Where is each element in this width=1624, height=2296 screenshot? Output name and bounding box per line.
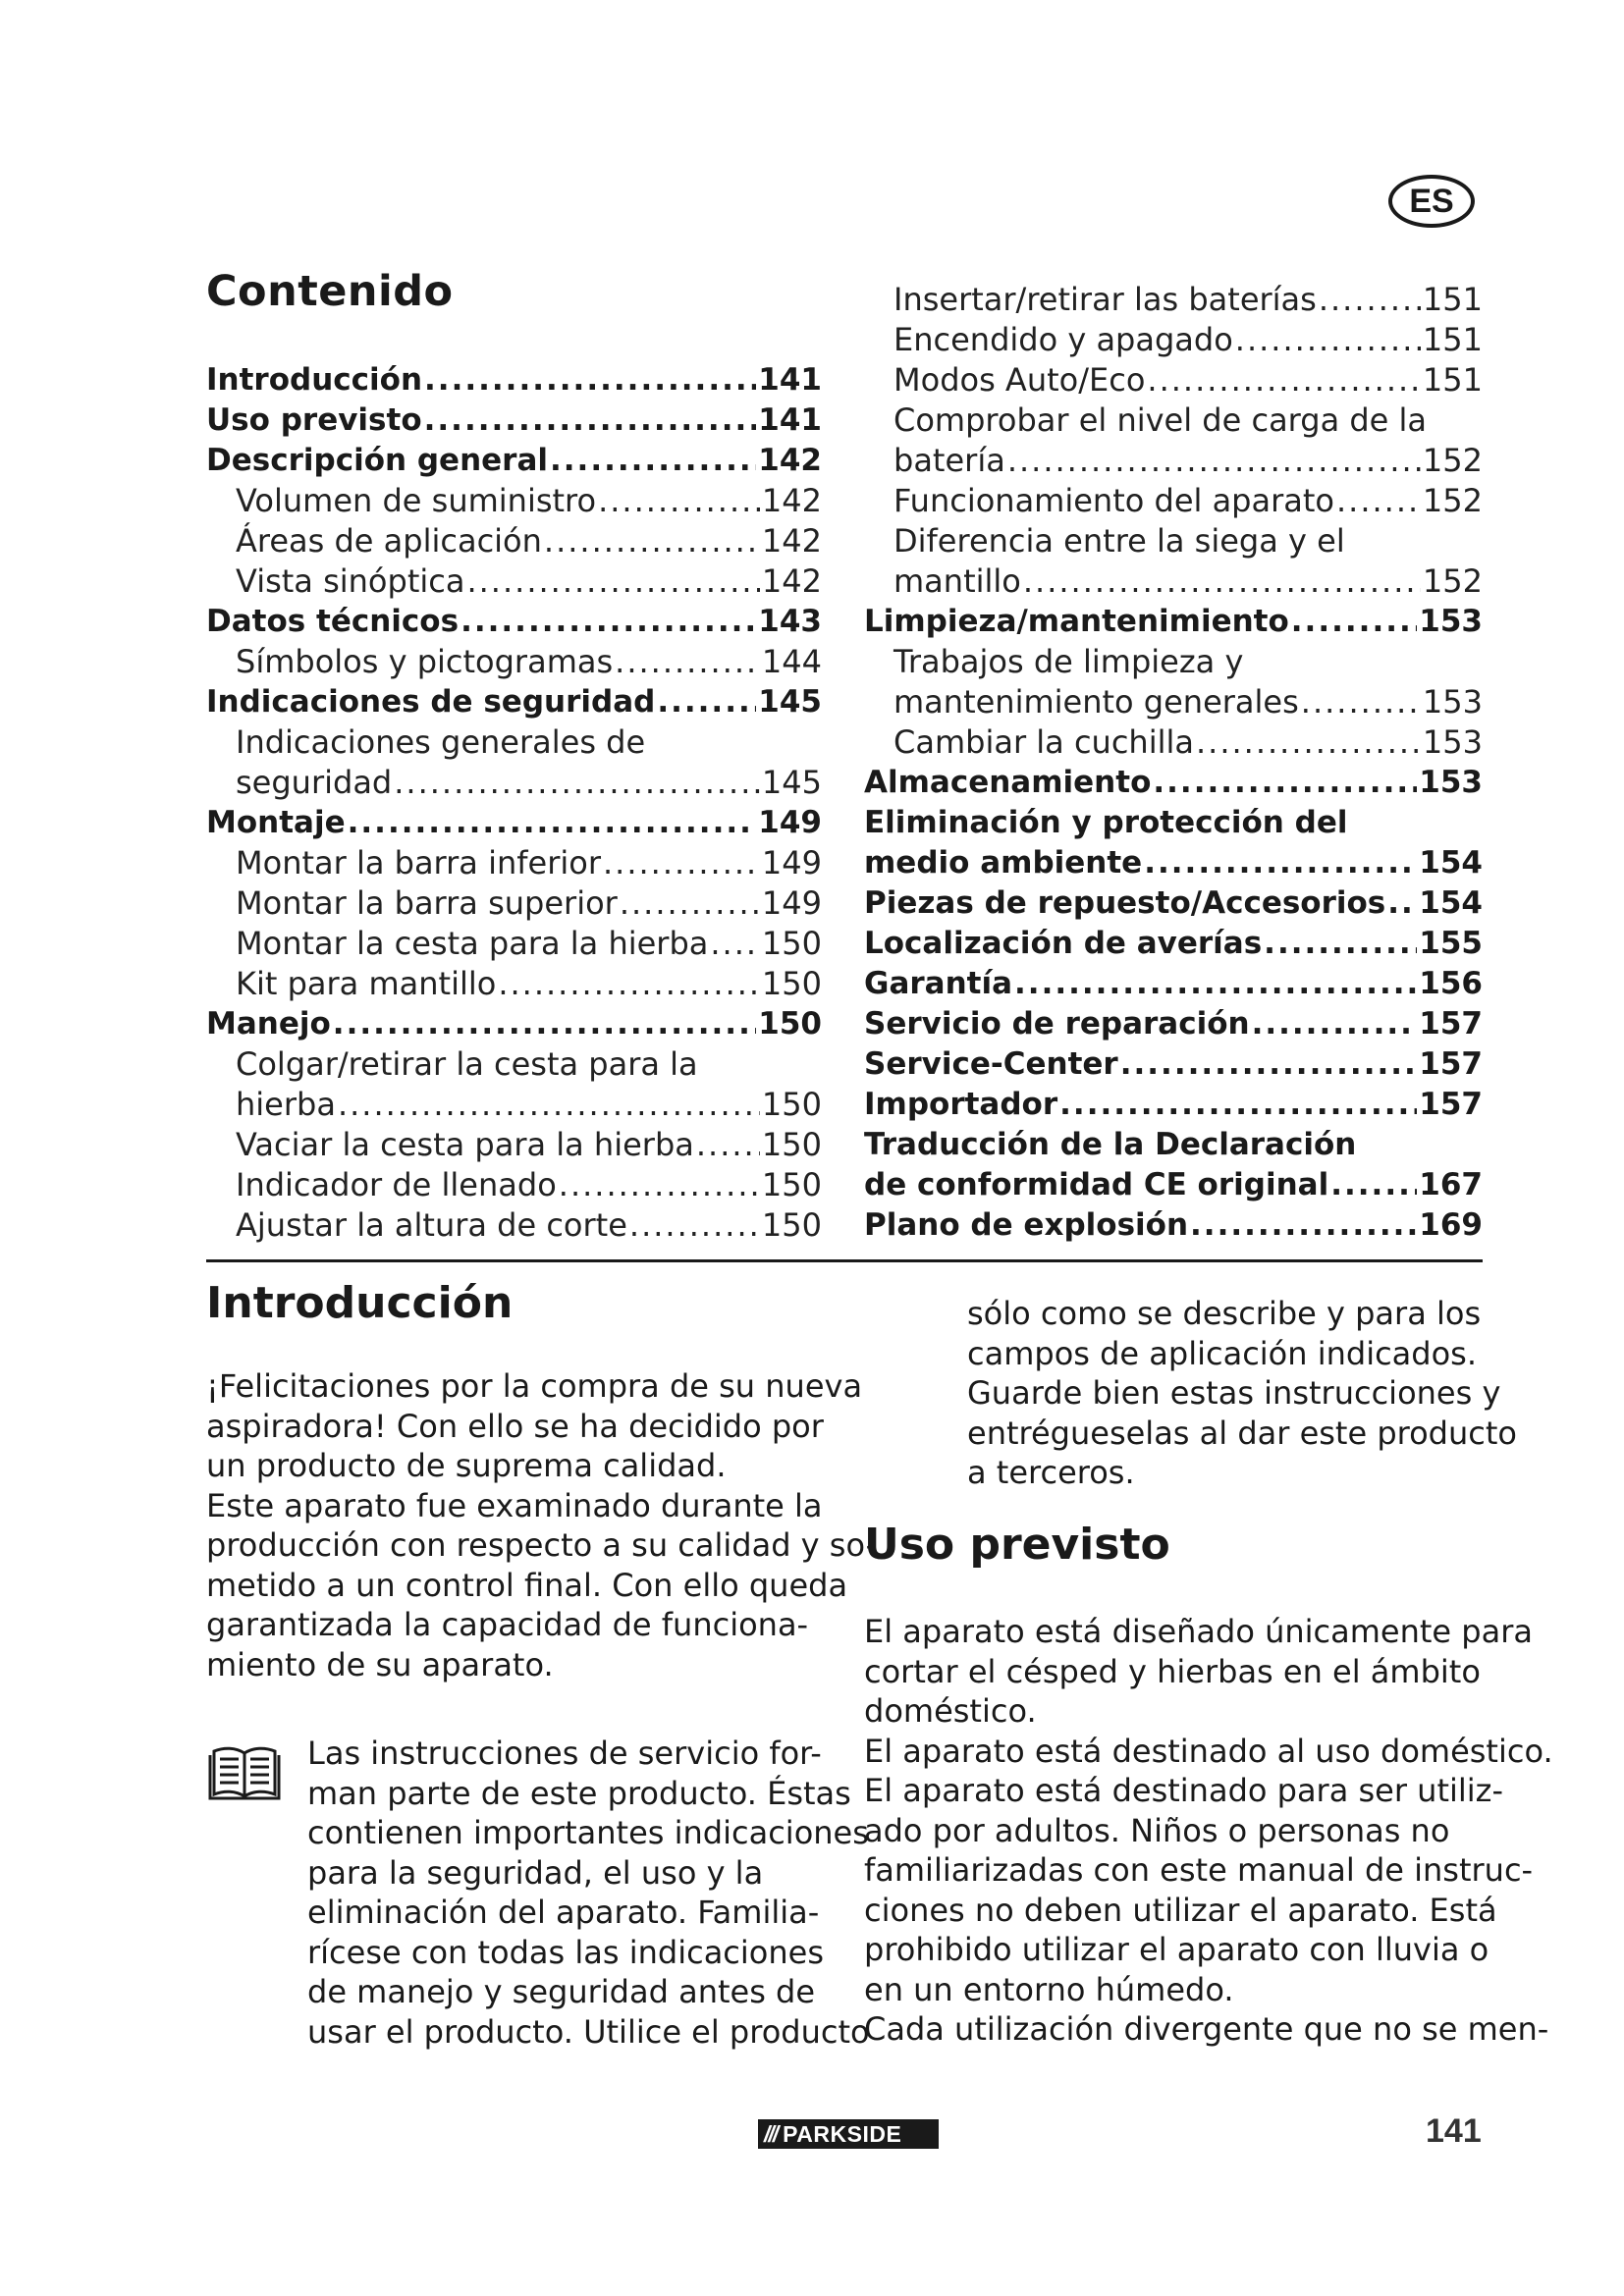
text-line: sólo como se describe y para los [967, 1295, 1482, 1332]
text-line: doméstico. [864, 1692, 1037, 1730]
toc-entry-label: Vista sinóptica [236, 562, 465, 600]
toc-entry-label: hierba [236, 1086, 336, 1123]
toc-entry-leader [1235, 320, 1421, 360]
text-line: familiarizadas con este manual de instruc- [864, 1851, 1534, 1889]
toc-entry-leader [598, 481, 760, 521]
toc-entry-leader [615, 642, 760, 682]
toc-entry-leader [1387, 883, 1417, 924]
toc-entry [864, 602, 1483, 642]
toc-entry-page: 141 [758, 362, 822, 398]
toc-entry [864, 843, 1483, 883]
toc-entry-label: Almacenamiento [864, 765, 1152, 800]
text-line: ciones no deben utilizar el aparato. Está [864, 1891, 1497, 1929]
toc-entry [206, 441, 822, 481]
toc-entry-page: 145 [758, 684, 822, 720]
toc-entry-leader [603, 843, 760, 883]
toc-entry-page: 150 [761, 965, 822, 1002]
toc-entry [864, 1165, 1483, 1205]
intro-paragraph [206, 1366, 877, 1684]
text-line: a terceros. [967, 1454, 1135, 1491]
toc-entry-label: Piezas de repuesto/Accesorios [864, 885, 1386, 921]
text-line: El aparato está diseñado únicamente para [864, 1613, 1533, 1650]
toc-entry [206, 360, 822, 400]
toc-entry [864, 642, 1483, 682]
toc-entry-leader [1291, 602, 1418, 642]
toc-entry-leader [460, 602, 756, 642]
toc-entry [206, 1125, 822, 1165]
toc-entry [206, 1205, 822, 1246]
text-line: metido a un control final. Con ello queda [206, 1566, 848, 1604]
text-line: Cada utilización divergente que no se men- [864, 2010, 1549, 2048]
toc-entry-page: 157 [1419, 1087, 1483, 1122]
toc-entry [864, 1004, 1483, 1044]
toc-entry-label: mantenimiento generales [893, 683, 1299, 721]
toc-entry [206, 1004, 822, 1044]
toc-entry-page: 150 [761, 1086, 822, 1123]
toc-entry-page: 167 [1419, 1167, 1483, 1202]
toc-entry-label: Limpieza/mantenimiento [864, 604, 1289, 639]
toc-entry-page: 150 [761, 1206, 822, 1244]
toc-entry [864, 280, 1483, 320]
toc-entry [206, 1165, 822, 1205]
text-line: aspiradora! Con ello se ha decidido por [206, 1407, 824, 1445]
toc-entry-label: Traducción de la Declaración [864, 1127, 1357, 1162]
toc-entry-page: 151 [1422, 321, 1483, 358]
toc-entry-label: Plano de explosión [864, 1207, 1189, 1243]
toc-entry-page: 154 [1419, 845, 1483, 881]
language-code: ES [1409, 182, 1454, 220]
toc-entry-leader [1153, 763, 1417, 803]
text-line: Este aparato fue examinado durante la [206, 1486, 823, 1524]
toc-entry [206, 481, 822, 521]
toc-entry-leader [1336, 481, 1421, 521]
toc-entry-leader [550, 441, 756, 481]
toc-entry [864, 964, 1483, 1004]
text-line: un producto de suprema calidad. [206, 1447, 727, 1484]
toc-entry [864, 521, 1483, 561]
toc-entry-page: 151 [1422, 361, 1483, 399]
toc-entry-page: 149 [761, 844, 822, 881]
toc-entry-page: 152 [1422, 562, 1483, 600]
toc-entry-label: Eliminación y protección del [864, 805, 1348, 840]
toc-entry-label: Montaje [206, 805, 346, 840]
language-badge [1388, 175, 1475, 228]
toc-entry-page: 152 [1422, 442, 1483, 479]
toc-entry [864, 441, 1483, 481]
toc-entry [206, 883, 822, 924]
toc-entry-label: seguridad [236, 764, 393, 801]
toc-entry [206, 602, 822, 642]
toc-entry [864, 360, 1483, 400]
toc-entry-page: 149 [758, 805, 822, 840]
toc-entry-label: Insertar/retirar las baterías [893, 281, 1317, 318]
toc-entry-label: Garantía [864, 966, 1013, 1001]
toc-entry-leader [1252, 1004, 1418, 1044]
page-number: 141 [1426, 2112, 1482, 2150]
intro-continuation [967, 1294, 1517, 1493]
toc-entry [206, 1044, 822, 1085]
toc-entry-label: Diferencia entre la siega y el [893, 522, 1345, 560]
toc-entry-page: 153 [1419, 604, 1483, 639]
toc-entry-label: Introducción [206, 362, 423, 398]
toc-entry-label: medio ambiente [864, 845, 1143, 881]
toc-entry-leader [696, 1125, 760, 1165]
toc-entry-page: 150 [761, 925, 822, 962]
intended-use-paragraph [864, 1612, 1553, 2050]
toc-entry-leader [1190, 1205, 1417, 1246]
toc-entry-leader [1330, 1165, 1417, 1205]
toc-entry-page: 154 [1419, 885, 1483, 921]
toc-entry-leader [1023, 561, 1421, 602]
toc-entry-leader [657, 682, 756, 722]
toc-entry-label: Modos Auto/Eco [893, 361, 1146, 399]
toc-entry-label: Áreas de aplicación [236, 522, 542, 560]
text-line: man parte de este producto. Éstas [307, 1774, 851, 1812]
text-line: campos de aplicación indicados. [967, 1334, 1478, 1372]
toc-entry-label: Localización de averías [864, 926, 1263, 961]
toc-entry-label: Cambiar la cuchilla [893, 723, 1194, 761]
toc-entry-leader [424, 400, 757, 441]
text-line: para la seguridad, el uso y la [307, 1853, 764, 1892]
toc-entry-label: Datos técnicos [206, 604, 460, 639]
toc-entry-leader [559, 1165, 760, 1205]
toc-entry-page: 145 [761, 764, 822, 801]
text-line: garantizada la capacidad de funciona- [206, 1606, 809, 1643]
toc-entry-page: 157 [1419, 1006, 1483, 1041]
toc-entry-label: Descripción general [206, 443, 548, 478]
toc-entry-leader [498, 964, 760, 1004]
text-line: en un entorno húmedo. [864, 1970, 1234, 2008]
toc-entry-page: 157 [1419, 1046, 1483, 1082]
text-line: usar el producto. Utilice el producto [307, 2012, 870, 2051]
toc-entry [864, 481, 1483, 521]
toc-entry [864, 1044, 1483, 1085]
toc-entry-label: Indicaciones generales de [236, 723, 646, 761]
toc-entry [206, 682, 822, 722]
toc-entry-page: 149 [761, 884, 822, 922]
toc-entry [864, 400, 1483, 441]
toc-entry-page: 153 [1419, 765, 1483, 800]
text-line: contienen importantes indicaciones [307, 1814, 869, 1851]
toc-entry-leader [348, 803, 757, 843]
toc-entry [206, 561, 822, 602]
toc-entry-leader [629, 1205, 760, 1246]
toc-entry-leader [1059, 1085, 1417, 1125]
toc-entry-page: 155 [1419, 926, 1483, 961]
toc-entry-page: 150 [758, 1006, 822, 1041]
text-line: eliminación del aparato. Familia- [307, 1894, 820, 1931]
text-line: producción con respecto a su calidad y so- [206, 1526, 878, 1564]
book-icon [206, 1743, 283, 1804]
toc-entry-label: Importador [864, 1087, 1058, 1122]
toc-entry-label: Service-Center [864, 1046, 1118, 1082]
text-line: miento de su aparato. [206, 1645, 554, 1683]
toc-entry-label: Montar la barra superior [236, 884, 618, 922]
toc-entry-label: Kit para mantillo [236, 965, 497, 1002]
text-line: prohibido utilizar el aparato con lluvia o [864, 1931, 1489, 1968]
toc-entry [206, 642, 822, 682]
text-line: rícese con todas las indicaciones [307, 1933, 824, 1971]
toc-entry-page: 153 [1422, 723, 1483, 761]
toc-entry [864, 1205, 1483, 1246]
toc-entry-label: batería [893, 442, 1005, 479]
intro-heading: Introducción [206, 1278, 514, 1328]
toc-entry-leader [1319, 280, 1421, 320]
toc-entry-label: Indicaciones de seguridad [206, 684, 656, 720]
toc-entry [864, 883, 1483, 924]
toc-entry-page: 144 [761, 643, 822, 680]
toc-entry [206, 843, 822, 883]
text-line: El aparato está destinado al uso doméstico. [864, 1732, 1553, 1770]
toc-entry-label: Símbolos y pictogramas [236, 643, 614, 680]
toc-entry-label: Comprobar el nivel de carga de la [893, 401, 1428, 439]
toc-entry-label: Servicio de reparación [864, 1006, 1250, 1041]
toc-entry [206, 763, 822, 803]
toc-entry-leader [1147, 360, 1421, 400]
toc-entry-label: Funcionamiento del aparato [893, 482, 1334, 519]
text-line: de manejo y seguridad antes de [307, 1973, 816, 2010]
toc-entry [864, 682, 1483, 722]
text-line: El aparato está destinado para ser utiliz- [864, 1772, 1504, 1809]
toc-entry-page: 153 [1422, 683, 1483, 721]
toc-entry-leader [466, 561, 759, 602]
toc-entry-leader [1014, 964, 1417, 1004]
toc-entry-label: Volumen de suministro [236, 482, 597, 519]
toc-entry-page: 169 [1419, 1207, 1483, 1243]
text-line: ado por adultos. Niños o personas no [864, 1811, 1450, 1849]
intro-note [307, 1734, 870, 2052]
toc-entry-label: Ajustar la altura de corte [236, 1206, 627, 1244]
toc-entry [206, 924, 822, 964]
toc-entry-label: Encendido y apagado [893, 321, 1233, 358]
toc-entry-page: 151 [1422, 281, 1483, 318]
toc-entry [864, 561, 1483, 602]
toc-entry-label: Manejo [206, 1006, 331, 1041]
toc-entry-page: 142 [761, 482, 822, 519]
toc-entry [864, 924, 1483, 964]
toc-entry-leader [544, 521, 760, 561]
toc-entry-label: Vaciar la cesta para la hierba [236, 1126, 694, 1163]
brand-logo [758, 2119, 939, 2149]
toc-entry-label: Uso previsto [206, 402, 422, 438]
toc-entry-page: 142 [758, 443, 822, 478]
text-line: entrégueselas al dar este producto [967, 1414, 1517, 1452]
toc-entry-label: Colgar/retirar la cesta para la [236, 1045, 698, 1083]
brand-name: PARKSIDE [783, 2120, 902, 2147]
toc-entry-leader [424, 360, 756, 400]
toc-entry [206, 722, 822, 763]
toc-entry-leader [1196, 722, 1421, 763]
toc-entry [864, 722, 1483, 763]
toc-entry [864, 803, 1483, 843]
toc-entry-leader [1007, 441, 1421, 481]
toc-entry-page: 141 [758, 402, 822, 438]
toc-entry [206, 964, 822, 1004]
section-divider [206, 1259, 1483, 1262]
toc-entry [864, 1125, 1483, 1165]
toc-right-column [864, 280, 1483, 1246]
toc-entry [206, 521, 822, 561]
toc-entry-label: de conformidad CE original [864, 1167, 1329, 1202]
toc-entry-label: Trabajos de limpieza y [893, 643, 1244, 680]
toc-entry-page: 142 [761, 562, 822, 600]
toc-entry-label: mantillo [893, 562, 1021, 600]
toc-entry [206, 803, 822, 843]
toc-entry-page: 150 [761, 1126, 822, 1163]
toc-entry [206, 400, 822, 441]
toc-entry-leader [1301, 682, 1421, 722]
text-line: Las instrucciones de servicio for- [307, 1735, 822, 1772]
toc-entry-page: 143 [758, 604, 822, 639]
toc-entry-leader [394, 763, 760, 803]
toc-left-column [206, 360, 822, 1246]
toc-entry-page: 156 [1419, 966, 1483, 1001]
toc-entry-page: 150 [761, 1166, 822, 1203]
text-line: Guarde bien estas instrucciones y [967, 1374, 1501, 1412]
toc-entry-leader [710, 924, 760, 964]
toc-entry-page: 152 [1422, 482, 1483, 519]
toc-entry [864, 320, 1483, 360]
toc-entry-label: Indicador de llenado [236, 1166, 557, 1203]
toc-entry [864, 1085, 1483, 1125]
logo-slashes-icon: /// [764, 2120, 778, 2147]
text-line: cortar el césped y hierbas en el ámbito [864, 1652, 1481, 1690]
toc-title: Contenido [206, 267, 454, 316]
toc-entry-leader [333, 1004, 756, 1044]
toc-entry-leader [1264, 924, 1417, 964]
text-line: ¡Felicitaciones por la compra de su nueva [206, 1367, 863, 1405]
toc-entry-leader [620, 883, 760, 924]
toc-entry-leader [1144, 843, 1417, 883]
toc-entry-page: 142 [761, 522, 822, 560]
toc-entry-leader [338, 1085, 760, 1125]
toc-entry-label: Montar la cesta para la hierba [236, 925, 709, 962]
toc-entry-label: Montar la barra inferior [236, 844, 601, 881]
toc-entry [206, 1085, 822, 1125]
toc-entry-leader [1120, 1044, 1418, 1085]
toc-entry [864, 763, 1483, 803]
intended-use-heading: Uso previsto [864, 1520, 1170, 1570]
